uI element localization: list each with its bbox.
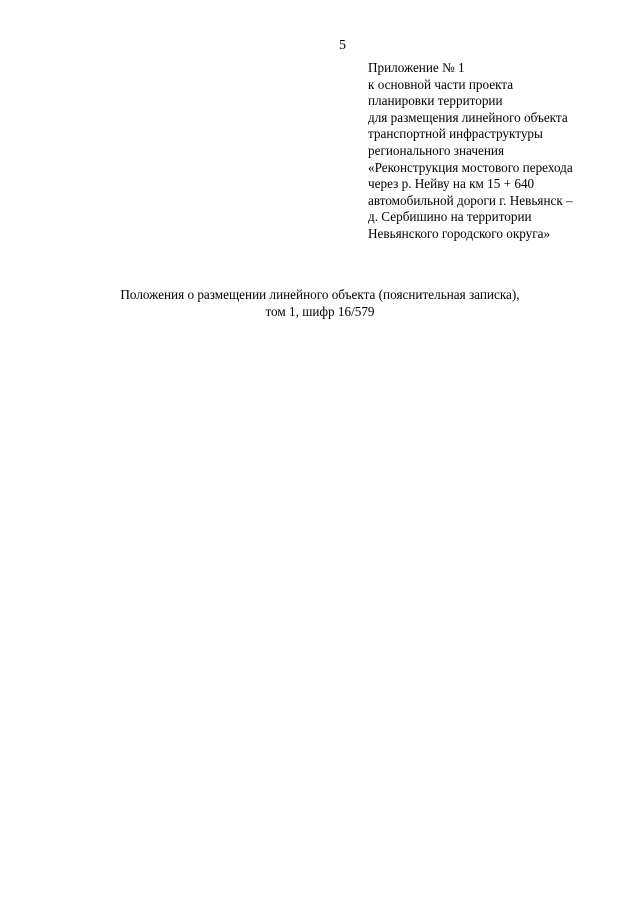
- appendix-line: д. Сербишино на территории: [368, 209, 532, 225]
- appendix-line: к основной части проекта: [368, 76, 514, 92]
- appendix-line: транспортной инфраструктуры: [368, 126, 543, 142]
- appendix-line: Приложение № 1: [368, 60, 465, 75]
- appendix-line: Невьянского городского округа»: [368, 225, 551, 241]
- document-title: [0, 287, 640, 320]
- title-line: Положения о размещении линейного объекта (пояснительная записка),: [120, 287, 520, 302]
- appendix-line: планировки территории: [368, 93, 503, 109]
- appendix-line: автомобильной дороги г. Невьянск –: [368, 192, 573, 208]
- appendix-heading: [368, 60, 630, 243]
- page-number: 5: [339, 38, 346, 53]
- appendix-line: через р. Нейву на км 15 + 640: [368, 176, 535, 192]
- title-line: том 1, шифр 16/579: [265, 303, 375, 319]
- appendix-line: «Реконструкция мостового перехода: [368, 159, 573, 175]
- appendix-line: регионального значения: [368, 142, 505, 158]
- appendix-line: для размещения линейного объекта: [368, 109, 568, 125]
